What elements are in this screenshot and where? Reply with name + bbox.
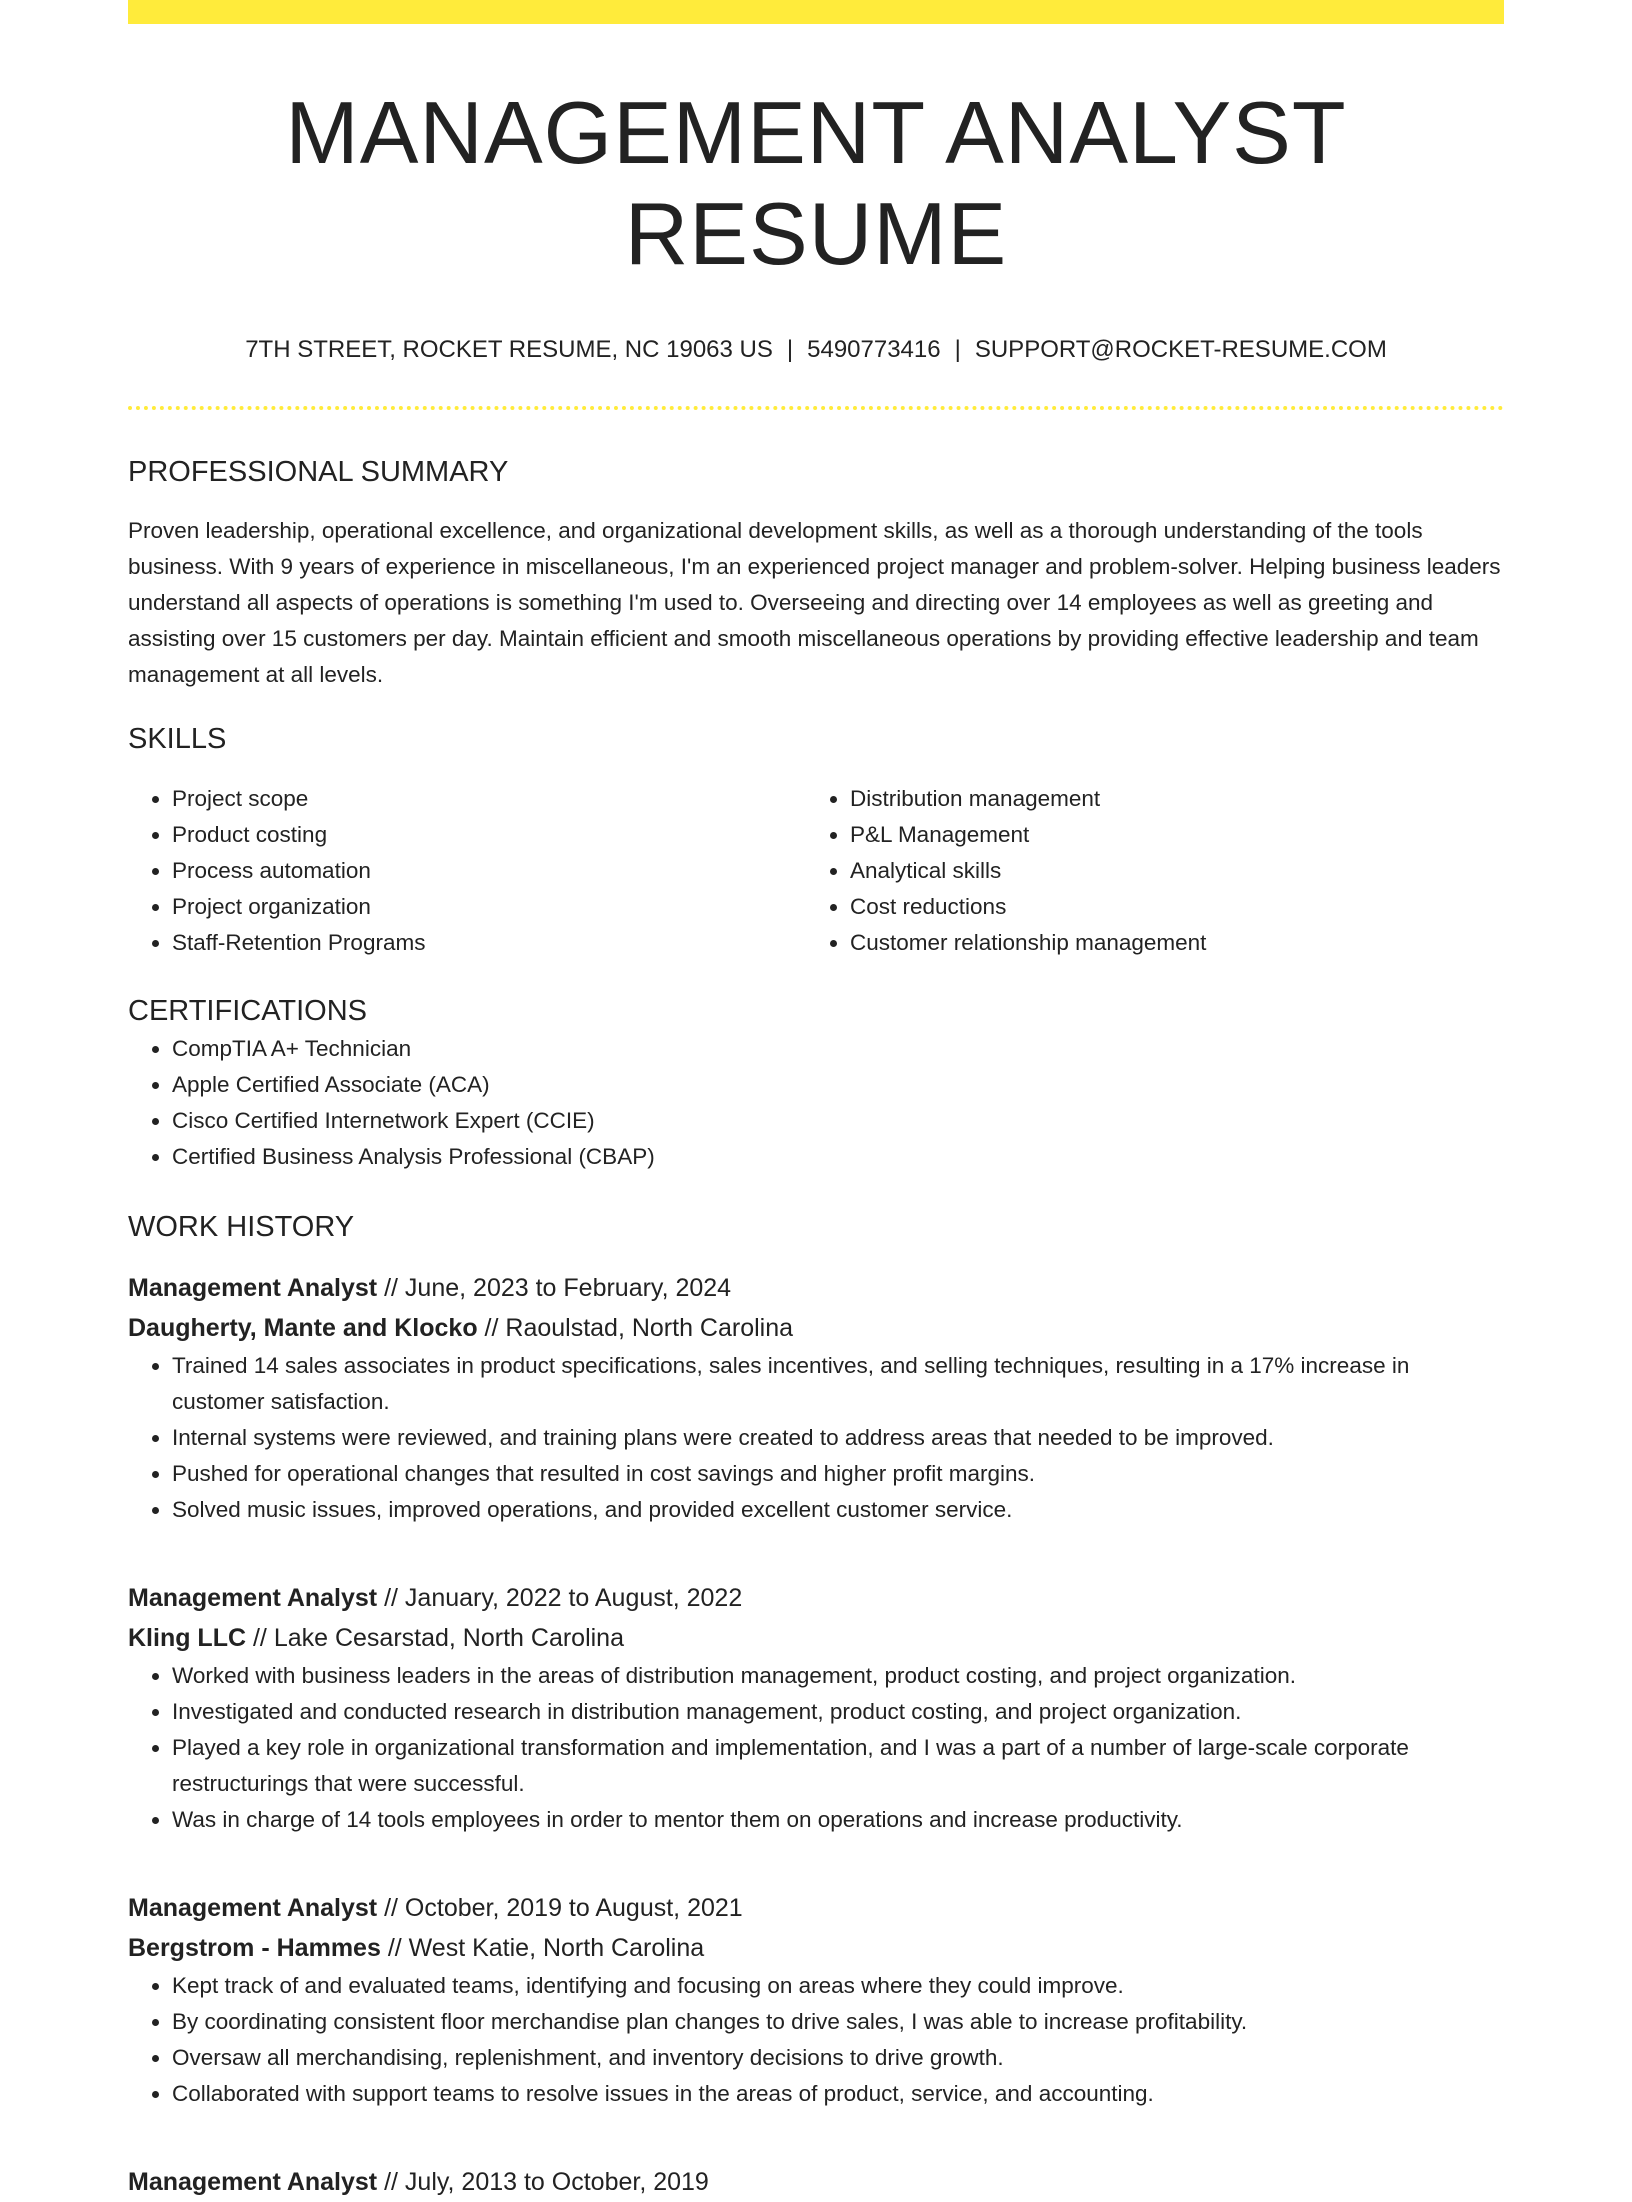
skills-column-right <box>806 781 1484 961</box>
skills-list-left <box>128 781 806 961</box>
company-name: Kling LLC <box>128 1624 247 1653</box>
certification-item: • CompTIA A+ Technician <box>172 1031 1504 1067</box>
job-title: Management Analyst <box>128 2168 378 2197</box>
skill-item: • Staff-Retention Programs <box>172 925 806 961</box>
skill-item: • Customer relationship management <box>850 925 1484 961</box>
job-title: Management Analyst <box>128 1584 378 1613</box>
job-bullet: • Trained 14 sales associates in product specifications, sales incentives, and selling techniques, resulting in a 17% increase in customer satisfaction. <box>172 1348 1504 1420</box>
summary-text: Proven leadership, operational excellence, and organizational development skills, as well as a thorough understanding of the tools business. With 9 years of experience in miscellaneous, I'm an experienced project manager and problem-solver. Helping business leaders understand all aspects of operations is something I'm used to. Overseeing and directing over 14 employees as well as greeting and assisting over 15 customers per day. Maintain efficient and smooth miscellaneous operations by providing effective leadership and team management at all levels. <box>128 518 1501 688</box>
job-bullet: • By coordinating consistent floor merchandise plan changes to drive sales, I was able to increase profitability. <box>172 2004 1504 2040</box>
job-company-line <box>128 1308 1504 1348</box>
certifications-heading: CERTIFICATIONS <box>128 994 367 1027</box>
skill-item: • Cost reductions <box>850 889 1484 925</box>
job-dates: // January, 2022 to August, 2022 <box>384 1584 743 1613</box>
job-bullet: • Pushed for operational changes that resulted in cost savings and higher profit margins. <box>172 1456 1504 1492</box>
skill-item: • Process automation <box>172 853 806 889</box>
job-bullet: • Investigated and conducted research in distribution management, product costing, and project organization. <box>172 1694 1504 1730</box>
job-entry <box>128 2162 1504 2202</box>
certification-item: • Cisco Certified Internetwork Expert (CCIE) <box>172 1103 1504 1139</box>
certification-item: • Apple Certified Associate (ACA) <box>172 1067 1504 1103</box>
job-bullet: • Kept track of and evaluated teams, identifying and focusing on areas where they could improve. <box>172 1968 1504 2004</box>
job-title-line <box>128 2162 1504 2202</box>
job-title-line <box>128 1888 1504 1928</box>
contact-line <box>128 334 1504 365</box>
job-bullets <box>128 1658 1504 1838</box>
dotted-divider <box>128 406 1504 410</box>
address: 7TH STREET, ROCKET RESUME, NC 19063 US <box>245 336 773 364</box>
company-name: Bergstrom - Hammes <box>128 1934 381 1963</box>
job-bullets <box>128 1348 1504 1528</box>
summary-heading: PROFESSIONAL SUMMARY <box>128 455 509 488</box>
job-bullet: • Was in charge of 14 tools employees in order to mentor them on operations and increase productivity. <box>172 1802 1504 1838</box>
skill-item: • P&L Management <box>850 817 1484 853</box>
contact-separator: | <box>954 336 961 364</box>
top-accent-bar <box>128 0 1504 24</box>
company-name: Daugherty, Mante and Klocko <box>128 1314 478 1343</box>
job-company-line <box>128 1928 1504 1968</box>
skills-list-right <box>806 781 1484 961</box>
skill-item: • Product costing <box>172 817 806 853</box>
job-entry <box>128 1268 1504 1528</box>
job-title-line <box>128 1268 1504 1308</box>
job-title-line <box>128 1578 1504 1618</box>
resume-page <box>128 0 1504 2202</box>
skill-item: • Project scope <box>172 781 806 817</box>
job-dates: // June, 2023 to February, 2024 <box>384 1274 732 1303</box>
job-bullet: • Solved music issues, improved operations, and provided excellent customer service. <box>172 1492 1504 1528</box>
job-location: // Raoulstad, North Carolina <box>484 1314 794 1343</box>
skills-column-left <box>128 781 806 961</box>
job-entry <box>128 1578 1504 1838</box>
email-address: SUPPORT@ROCKET-RESUME.COM <box>974 336 1387 364</box>
phone-number: 5490773416 <box>807 336 941 364</box>
job-dates: // July, 2013 to October, 2019 <box>384 2168 709 2197</box>
work-history-heading: WORK HISTORY <box>128 1210 355 1243</box>
job-bullets <box>128 1968 1504 2112</box>
skills-heading: SKILLS <box>128 723 227 756</box>
job-location: // Lake Cesarstad, North Carolina <box>252 1624 624 1653</box>
certification-item: • Certified Business Analysis Professional (CBAP) <box>172 1139 1504 1175</box>
job-bullet: • Oversaw all merchandising, replenishment, and inventory decisions to drive growth. <box>172 2040 1504 2076</box>
certifications-list <box>128 1031 1504 1175</box>
job-bullet: • Internal systems were reviewed, and training plans were created to address areas that needed to be improved. <box>172 1420 1504 1456</box>
job-title: Management Analyst <box>128 1274 378 1303</box>
job-dates: // October, 2019 to August, 2021 <box>384 1894 743 1923</box>
job-bullet: • Played a key role in organizational transformation and implementation, and I was a part of a number of large-scale corporate restructurings that were successful. <box>172 1730 1504 1802</box>
skill-item: • Analytical skills <box>850 853 1484 889</box>
skills-grid <box>128 781 1504 961</box>
job-title: Management Analyst <box>128 1894 378 1923</box>
resume-title: MANAGEMENT ANALYST RESUME <box>285 83 1347 284</box>
contact-separator: | <box>786 336 794 364</box>
job-bullet: • Worked with business leaders in the areas of distribution management, product costing, and project organization. <box>172 1658 1504 1694</box>
job-bullet: • Collaborated with support teams to resolve issues in the areas of product, service, and accounting. <box>172 2076 1504 2112</box>
job-company-line <box>128 1618 1504 1658</box>
job-entry <box>128 1888 1504 2112</box>
job-location: // West Katie, North Carolina <box>387 1934 705 1963</box>
skill-item: • Project organization <box>172 889 806 925</box>
skill-item: • Distribution management <box>850 781 1484 817</box>
